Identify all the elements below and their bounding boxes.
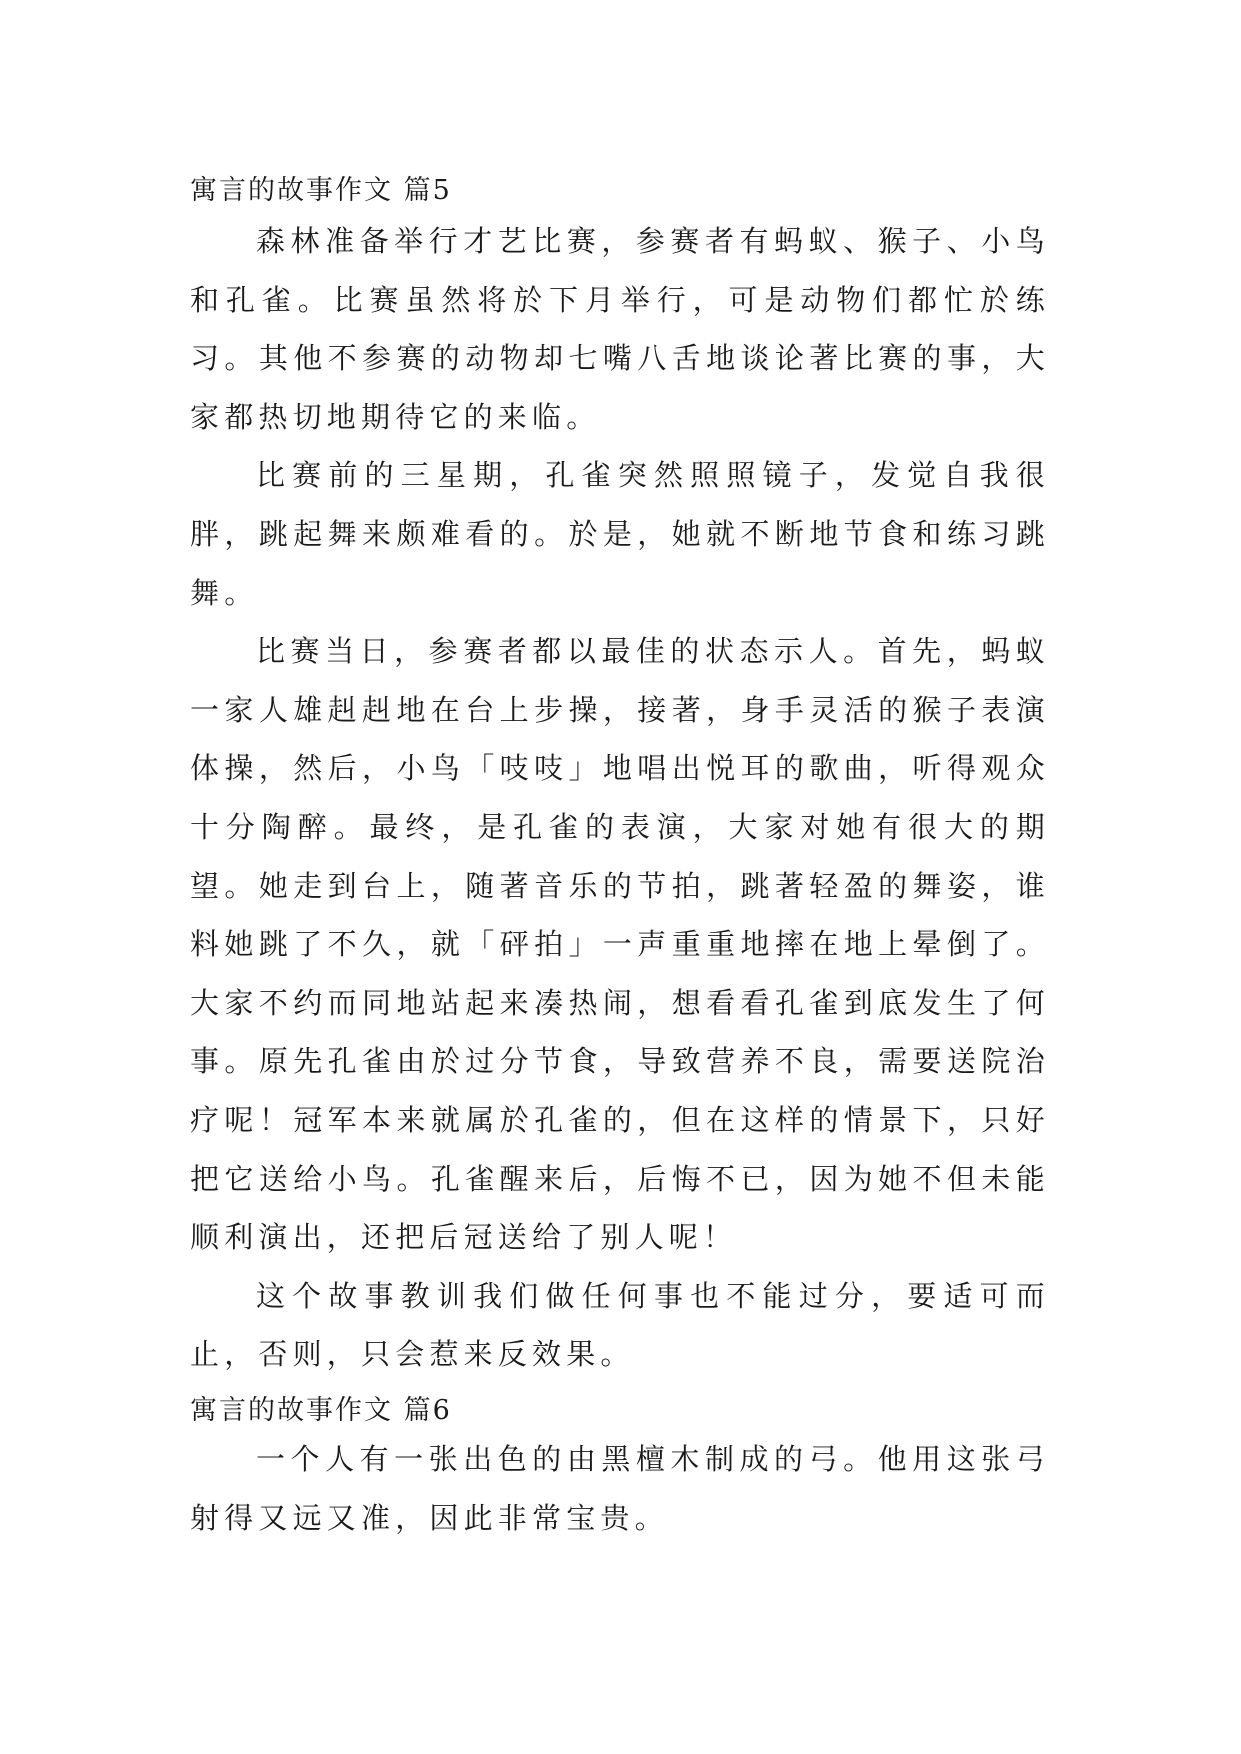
paragraph: 比赛当日，参赛者都以最佳的状态示人。首先，蚂蚁一家人雄赳赳地在台上步操，接著，身手灵活的猴子表演体操，然后，小鸟「吱吱」地唱出悦耳的歌曲，听得观众十分陶醉。最终，是孔雀的表演，大家对她有很大的期望。她走到台上，随著音乐的节拍，跳著轻盈的舞姿，谁料她跳了不久，就「砰拍」一声重重地摔在地上晕倒了。大家不约而同地站起来凑热闹，想看看孔雀到底发生了何事。原先孔雀由於过分节食，导致营养不良，需要送院治疗呢！冠军本来就属於孔雀的，但在这样的情景下，只好把它送给小鸟。孔雀醒来后，后悔不已，因为她不但未能顺利演出，还把后冠送给了别人呢！: [190, 634, 1050, 1255]
section-title-5: 寓言的故事作文 篇5: [190, 175, 452, 206]
paragraph: 比赛前的三星期，孔雀突然照照镜子，发觉自我很胖，跳起舞来颇难看的。於是，她就不断地节食和练习跳舞。: [190, 458, 1050, 610]
section-title-6: 寓言的故事作文 篇6: [190, 1395, 452, 1426]
paragraph: 一个人有一张出色的由黑檀木制成的弓。他用这张弓射得又远又准，因此非常宝贵。: [190, 1442, 1050, 1535]
paragraph: 森林准备举行才艺比赛，参赛者有蚂蚁、猴子、小鸟和孔雀。比赛虽然将於下月举行，可是动物们都忙於练习。其他不参赛的动物却七嘴八舌地谈论著比赛的事，大家都热切地期待它的来临。: [190, 224, 1050, 434]
paragraph: 这个故事教训我们做任何事也不能过分，要适可而止，否则，只会惹来反效果。: [190, 1278, 1050, 1372]
essay-body-5: [190, 212, 1050, 1384]
essay-body-6: [190, 1430, 1050, 1547]
